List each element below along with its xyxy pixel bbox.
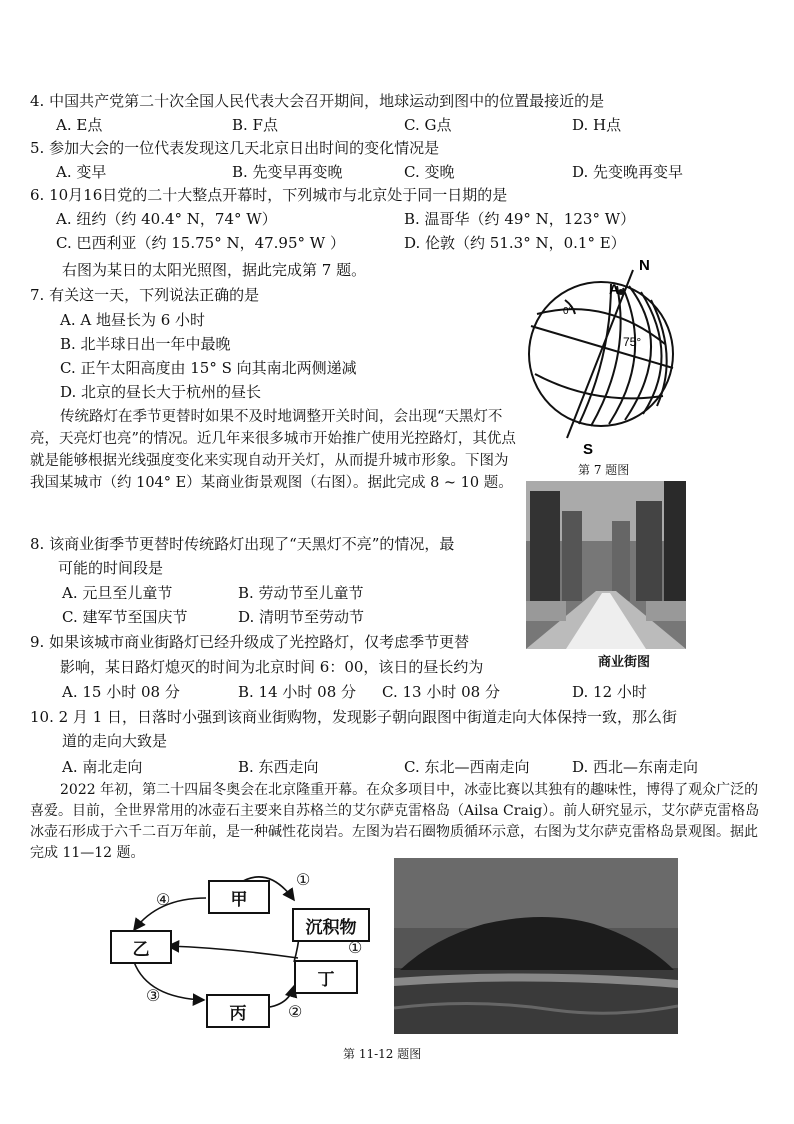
box-sediment: 沉积物 <box>292 908 370 942</box>
street-caption: 商业街图 <box>598 654 651 669</box>
q7-option-a: A. A 地昼长为 6 小时 <box>60 311 206 329</box>
q4-option-d: D. H点 <box>572 116 622 134</box>
q6-option-d: D. 伦敦（约 51.3° N，0.1° E） <box>404 234 626 252</box>
rock-cycle-diagram <box>98 868 378 1038</box>
q8-option-b: B. 劳动节至儿童节 <box>238 584 364 602</box>
intro-q7: 右图为某日的太阳光照图，据此完成第 7 题。 <box>62 261 367 279</box>
q8-option-a: A. 元旦至儿童节 <box>62 584 173 602</box>
q10-stem-line2: 道的走向大致是 <box>62 732 168 750</box>
q4-option-b: B. F点 <box>232 116 278 134</box>
q8-stem-line1: 8. 该商业街季节更替时传统路灯出现了“天黑灯不亮”的情况，最 <box>30 535 455 553</box>
arrow-yi-to-bing <box>134 962 204 1000</box>
q7-option-b: B. 北半球日出一年中最晚 <box>60 335 231 353</box>
fig7-caption: 第 7 题图 <box>578 463 630 477</box>
q5-option-b: B. 先变早再变晚 <box>232 163 343 181</box>
label-process-1-top: ① <box>296 870 311 889</box>
label-75-degree: 75° <box>623 335 642 349</box>
q7-option-c: C. 正午太阳高度由 15° S 向其南北两侧递减 <box>60 359 357 377</box>
label-south: S <box>583 441 594 456</box>
q9-option-a: A. 15 小时 08 分 <box>62 683 180 701</box>
q8-option-c: C. 建军节至国庆节 <box>62 608 188 626</box>
intro-q11-12: 2022 年初，第二十四届冬奥会在北京隆重开幕。在众多项目中，冰壶比赛以其独有的趣味性，博得了观众广泛的喜爱。目前，全世界常用的冰壶石主要来自苏格兰的艾尔萨克雷格岛（Ailsa Craig）。前人研究显示，艾尔萨克雷格岛冰壶石形成于六千二百万年前，是一种碱性花岗岩。左图为岩石圈物质循环示意，右图为艾尔萨克雷格岛景观图。据此完成 11—12 题。 <box>30 782 760 861</box>
box-yi: 乙 <box>110 930 172 964</box>
box-bing: 丙 <box>206 994 270 1028</box>
q4-stem: 4. 中国共产党第二十次全国人民代表大会召开期间，地球运动到图中的位置最接近的是 <box>30 92 605 110</box>
q7-option-d: D. 北京的昼长大于杭州的昼长 <box>60 383 262 401</box>
intro-q8-10: 传统路灯在季节更替时如果不及时地调整开关时间，会出现“天黑灯不亮，天亮灯也亮”的情况。近几年来很多城市开始推广使用光控路灯，其优点就是能够根据光线强度变化来实现自动开关灯，从而提升城市形象。下图为我国某城市（约 104° E）某商业街景观图（右图）。据此完成 8 ~ 10 题。 <box>30 409 516 491</box>
q9-option-c: C. 13 小时 08 分 <box>382 683 500 701</box>
q9-stem-line1: 9. 如果该城市商业街路灯已经升级成了光控路灯，仅考虑季节更替 <box>30 633 470 651</box>
q6-option-c: C. 巴西利亚（约 15.75° N，47.95° W ） <box>56 234 345 252</box>
box-jia: 甲 <box>208 880 270 914</box>
q8-option-d: D. 清明节至劳动节 <box>238 608 365 626</box>
q6-stem: 6. 10月16日党的二十大整点开幕时，下列城市与北京处于同一日期的是 <box>30 186 508 204</box>
q9-stem-line2: 影响，某日路灯熄灭的时间为北京时间 6：00，该日的昼长约为 <box>60 658 484 676</box>
q10-option-c: C. 东北—西南走向 <box>404 758 530 776</box>
commercial-street-photo <box>526 481 686 649</box>
q8-stem-line2: 可能的时间段是 <box>58 559 164 577</box>
q5-option-d: D. 先变晚再变早 <box>572 163 684 181</box>
q5-stem: 5. 参加大会的一位代表发现这几天北京日出时间的变化情况是 <box>30 139 440 157</box>
label-zero-degree: 0° <box>563 306 573 317</box>
label-north: N <box>639 257 650 274</box>
label-process-4: ④ <box>156 890 171 909</box>
q9-option-d: D. 12 小时 <box>572 683 647 701</box>
q4-option-c: C. G点 <box>404 116 452 134</box>
q6-option-a: A. 纽约（约 40.4° N，74° W） <box>56 210 277 228</box>
label-process-1-right: ① <box>348 938 363 957</box>
q6-option-b: B. 温哥华（约 49° N，123° W） <box>404 210 636 228</box>
arrow-ding-to-yi <box>168 946 298 958</box>
meridian-6 <box>579 284 611 424</box>
box-ding: 丁 <box>294 960 358 994</box>
ailsa-craig-photo <box>394 858 678 1034</box>
q10-stem-line1: 10. 2 月 1 日，日落时小强到该商业街购物，发现影子朝向跟图中街道走向大体保持一致，那么街 <box>30 708 678 726</box>
sunlight-globe-diagram <box>525 256 677 456</box>
q4-option-a: A. E点 <box>56 116 103 134</box>
label-process-2: ② <box>288 1002 303 1021</box>
label-point-a: A <box>609 281 620 297</box>
q10-option-a: A. 南北走向 <box>62 758 143 776</box>
fig11-12-caption: 第 11-12 题图 <box>343 1047 422 1061</box>
q7-stem: 7. 有关这一天，下列说法正确的是 <box>30 286 260 304</box>
q10-option-d: D. 西北—东南走向 <box>572 758 699 776</box>
q5-option-c: C. 变晚 <box>404 163 455 181</box>
q10-option-b: B. 东西走向 <box>238 758 319 776</box>
meridian-3 <box>591 286 621 426</box>
q9-option-b: B. 14 小时 08 分 <box>238 683 357 701</box>
label-process-3: ③ <box>146 986 161 1005</box>
q5-option-a: A. 变早 <box>56 163 107 181</box>
